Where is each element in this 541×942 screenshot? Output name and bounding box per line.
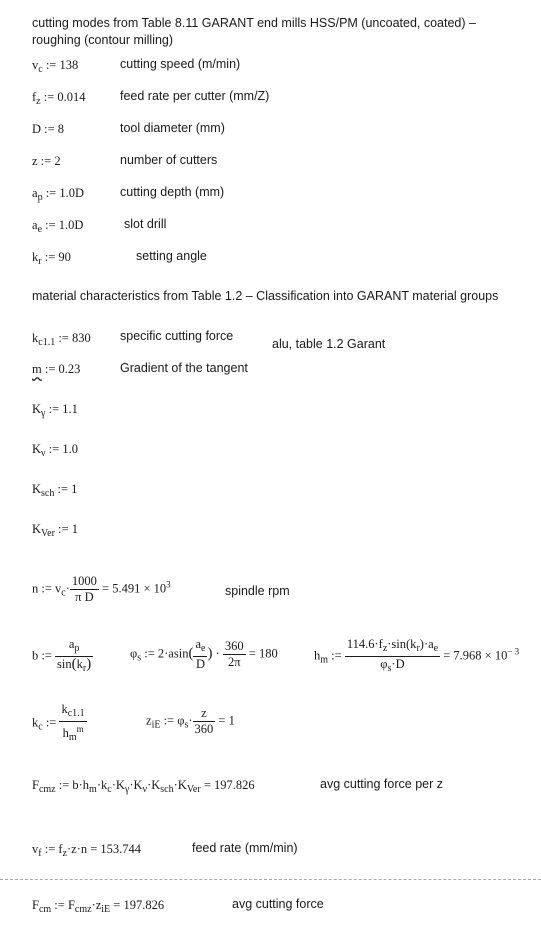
fz-definition[interactable]: $f_z$ := 0.014 [32,90,86,107]
ae-description: slot drill [124,217,167,231]
vf-formula[interactable]: $v_f$ := $f_z\cdot z\cdot n = 153.744$ [32,842,142,859]
fcmz-description: avg cutting force per z [320,777,443,791]
b-formula[interactable]: b := $\frac{a_p}{\sin(k_r)}$ [32,637,92,674]
fcm-formula[interactable]: $F_{cm}$ := $F_{cmz}\cdot z_{iE} = 197.826$ [32,898,165,915]
k-sch-definition[interactable]: $K_{sch}$ := 1 [32,482,78,499]
spindle-speed-description: spindle rpm [225,584,290,598]
m-definition[interactable]: m := 0.23 [32,362,81,376]
hm-formula[interactable]: $h_m$ := $\frac{114.6\cdot f_z\cdot\sin(k_r)\cdot a_e}{\varphi_s\cdot D}$ = $7.968 \times 10^{- 3}$ [314,637,520,674]
k-ver-definition[interactable]: $K_{Ver}$ := 1 [32,522,78,539]
material-section-title: material characteristics from Table 1.2 – Classification into GARANT material groups [32,289,499,303]
diameter-definition[interactable]: D := 8 [32,122,65,136]
zie-formula[interactable]: $z_{iE}$ := $\varphi_s\cdot$ $\frac{z}{360}$ = 1 [146,706,235,736]
k-nu-definition[interactable]: $K_\nu$ := 1.0 [32,442,78,459]
kc11-definition[interactable]: $k_{c1.1}$ := 830 [32,331,91,348]
kr-description: setting angle [136,249,207,263]
page-break-divider [0,879,541,880]
kc-formula[interactable]: $k_c$ := $\frac{k_{c1.1}}{h_m^m}$ [32,702,85,743]
k-gamma-definition[interactable]: $K_\gamma$ := 1.1 [32,402,78,419]
vf-description: feed rate (mm/min) [192,841,298,855]
m-description: Gradient of the tangent [120,361,248,375]
kc11-description: specific cutting force [120,329,234,343]
vc-description: cutting speed (m/min) [120,57,241,71]
kr-definition[interactable]: $k_r$ := 90 [32,250,71,267]
worksheet-title-line2: roughing (contour milling) [32,33,174,47]
fz-description: feed rate per cutter (mm/Z) [120,89,270,103]
phi-s-formula[interactable]: $\varphi_s$ := 2·asin( $\frac{a_e}{D}$ ) · $\frac{360}{2\pi}$ = 180 [130,637,278,671]
ap-definition[interactable]: $a_p$ := 1.0D [32,186,84,203]
z-definition[interactable]: z := 2 [32,154,61,168]
fcmz-formula[interactable]: $F_{cmz}$ := $b\cdot h_m\cdot k_c\cdot K_\gamma\cdot K_\nu\cdot K_{sch}\cdot K_{Ver} = 197.826$ [32,778,255,795]
vc-definition[interactable]: $v_c$ := 138 [32,58,79,75]
spindle-speed-formula[interactable]: n := $v_c\cdot$ $\frac{1000}{\text{π D}}$ = $5.491 \times 10^3$ [32,574,171,604]
z-description: number of cutters [120,153,218,167]
kc11-note: alu, table 1.2 Garant [272,337,386,351]
fcm-description: avg cutting force [232,897,324,911]
ap-description: cutting depth (mm) [120,185,225,199]
ae-definition[interactable]: $a_e$ := 1.0D [32,218,84,235]
worksheet-title-line1: cutting modes from Table 8.11 GARANT end mills HSS/PM (uncoated, coated) – [32,16,476,30]
diameter-description: tool diameter (mm) [120,121,225,135]
